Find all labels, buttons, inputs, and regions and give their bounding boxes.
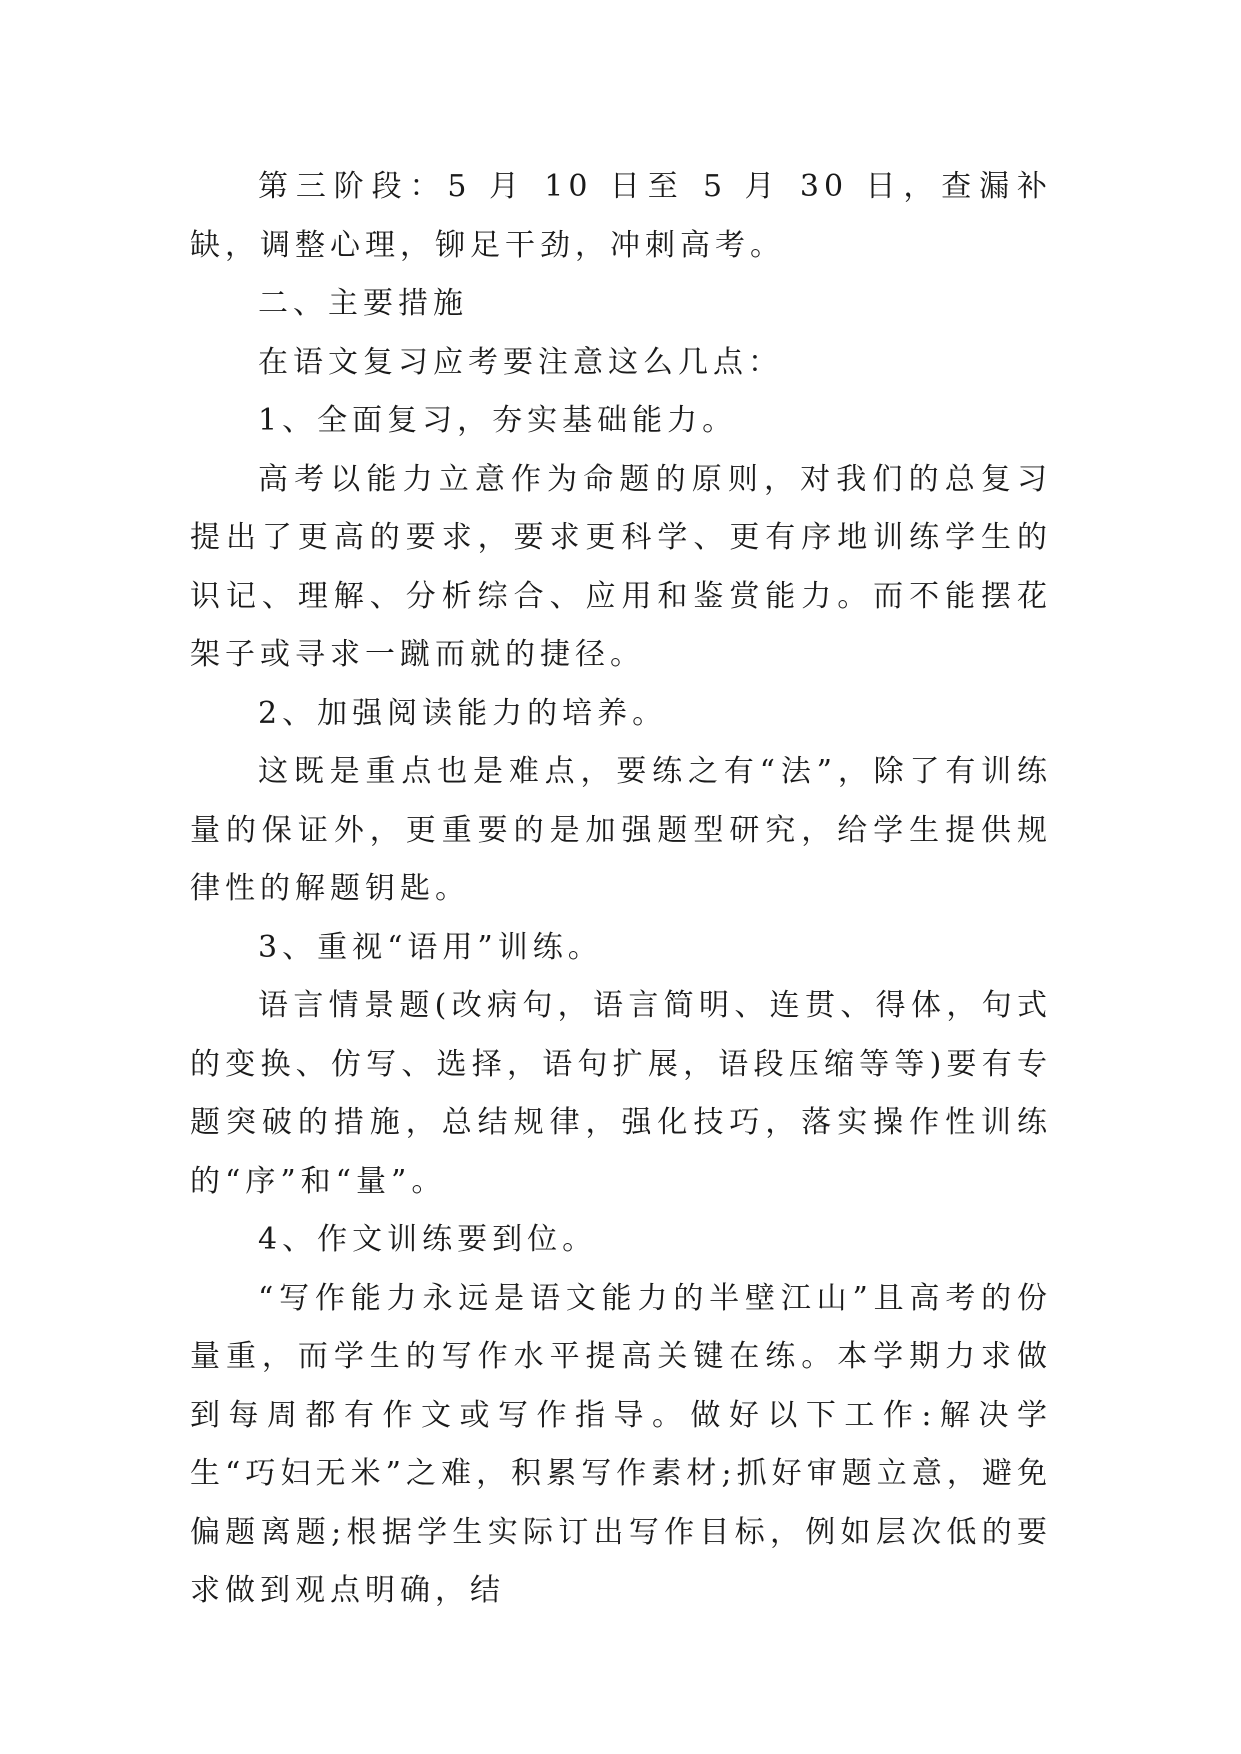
document-body	[190, 158, 1052, 1621]
paragraph-point-4: “写作能力永远是语文能力的半壁江山”且高考的份量重，而学生的写作水平提高关键在练。本学期力求做到每周都有作文或写作指导。做好以下工作:解决学生“巧妇无米”之难，积累写作素材;抓好审题立意，避免偏题离题;根据学生实际订出写作目标，例如层次低的要求做到观点明确，结	[190, 1280, 1052, 1608]
paragraph-point-3: 语言情景题(改病句，语言简明、连贯、得体，句式的变换、仿写、选择，语句扩展，语段压缩等等)要有专题突破的措施，总结规律，强化技巧，落实操作性训练的“序”和“量”。	[190, 988, 1052, 1199]
paragraph-intro-points: 在语文复习应考要注意这么几点：	[258, 344, 783, 380]
section-heading-main-measures: 二、主要措施	[258, 286, 468, 321]
paragraph-stage-three: 第三阶段：5 月 10 日至 5 月 30 日，查漏补缺，调整心理，铆足干劲，冲刺高考。	[190, 169, 1052, 263]
point-heading-4: 4、作文训练要到位。	[258, 1222, 598, 1257]
paragraph-point-2: 这既是重点也是难点，要练之有“法”，除了有训练量的保证外，更重要的是加强题型研究，给学生提供规律性的解题钥匙。	[190, 754, 1052, 906]
point-heading-2: 2、加强阅读能力的培养。	[258, 695, 668, 731]
point-heading-1: 1、全面复习，夯实基础能力。	[258, 403, 738, 438]
paragraph-point-1: 高考以能力立意作为命题的原则，对我们的总复习提出了更高的要求，要求更科学、更有序地训练学生的识记、理解、分析综合、应用和鉴赏能力。而不能摆花架子或寻求一蹴而就的捷径。	[190, 461, 1052, 672]
point-heading-3: 3、重视“语用”训练。	[258, 929, 603, 965]
